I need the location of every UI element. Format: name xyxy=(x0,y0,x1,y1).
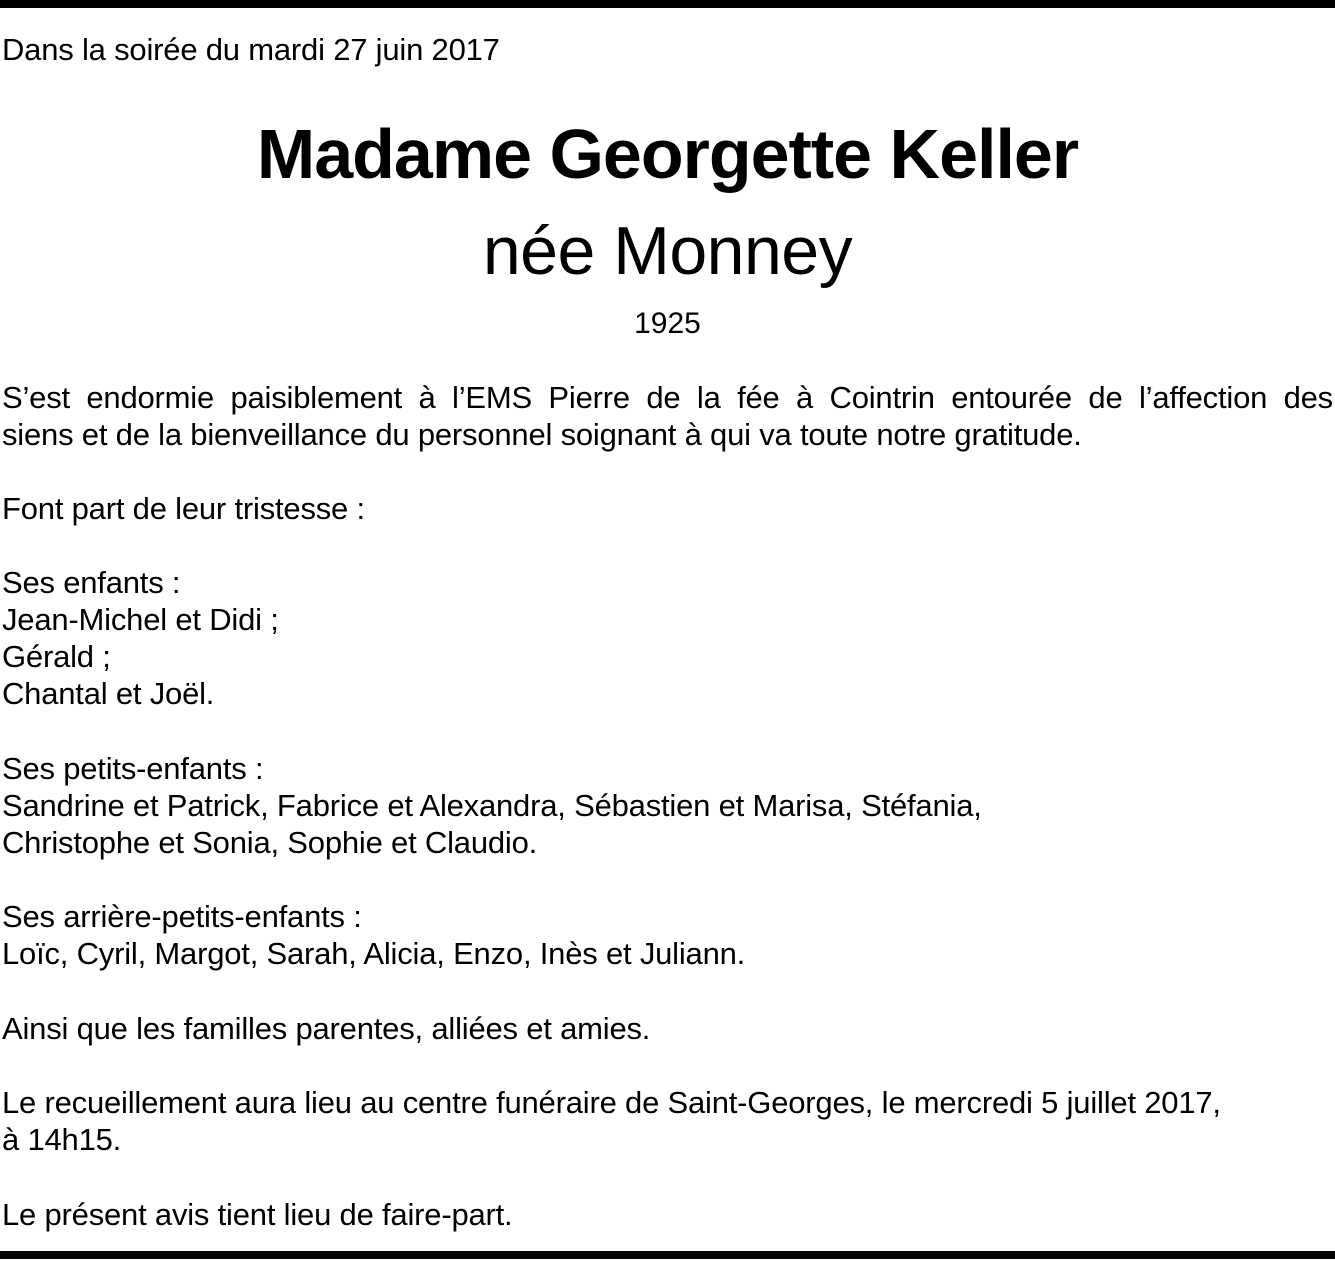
children-line: Chantal et Joël. xyxy=(2,676,215,711)
deceased-name: Madame Georgette Keller xyxy=(256,115,1079,193)
children-heading: Ses enfants : xyxy=(2,565,181,600)
ceremony-line-2: à 14h15. xyxy=(2,1122,122,1157)
intro-paragraph xyxy=(2,379,1333,416)
date-line: Dans la soirée du mardi 27 juin 2017 xyxy=(2,32,500,67)
birth-year: 1925 xyxy=(634,307,701,340)
ceremony-line-1: Le recueillement aura lieu au centre funéraire de Saint-Georges, le mercredi 5 juillet 2017, xyxy=(2,1085,1221,1120)
closing-line: Le présent avis tient lieu de faire-part. xyxy=(2,1197,513,1232)
grandchildren-heading: Ses petits-enfants : xyxy=(2,751,264,786)
grandchildren-line: Christophe et Sonia, Sophie et Claudio. xyxy=(2,825,538,860)
great-grandchildren-line: Loïc, Cyril, Margot, Sarah, Alicia, Enzo, Inès et Juliann. xyxy=(2,936,746,971)
intro-line-2: siens et de la bienveillance du personnel soignant à qui va toute notre gratitude. xyxy=(2,417,1082,452)
children-line: Gérald ; xyxy=(2,639,111,674)
maiden-name: née Monney xyxy=(482,213,853,289)
top-border-rule xyxy=(0,0,1335,8)
bottom-border-rule xyxy=(0,1251,1335,1259)
grandchildren-line: Sandrine et Patrick, Fabrice et Alexandra, Sébastien et Marisa, Stéfania, xyxy=(2,788,982,823)
children-line: Jean-Michel et Didi ; xyxy=(2,602,279,637)
families-line: Ainsi que les familles parentes, alliées et amies. xyxy=(2,1011,651,1046)
sadness-line: Font part de leur tristesse : xyxy=(2,491,365,526)
great-grandchildren-heading: Ses arrière-petits-enfants : xyxy=(2,899,362,934)
intro-line-1: S’est endormie paisiblement à l’EMS Pierre de la fée à Cointrin entourée de l’affection des xyxy=(2,380,1333,415)
